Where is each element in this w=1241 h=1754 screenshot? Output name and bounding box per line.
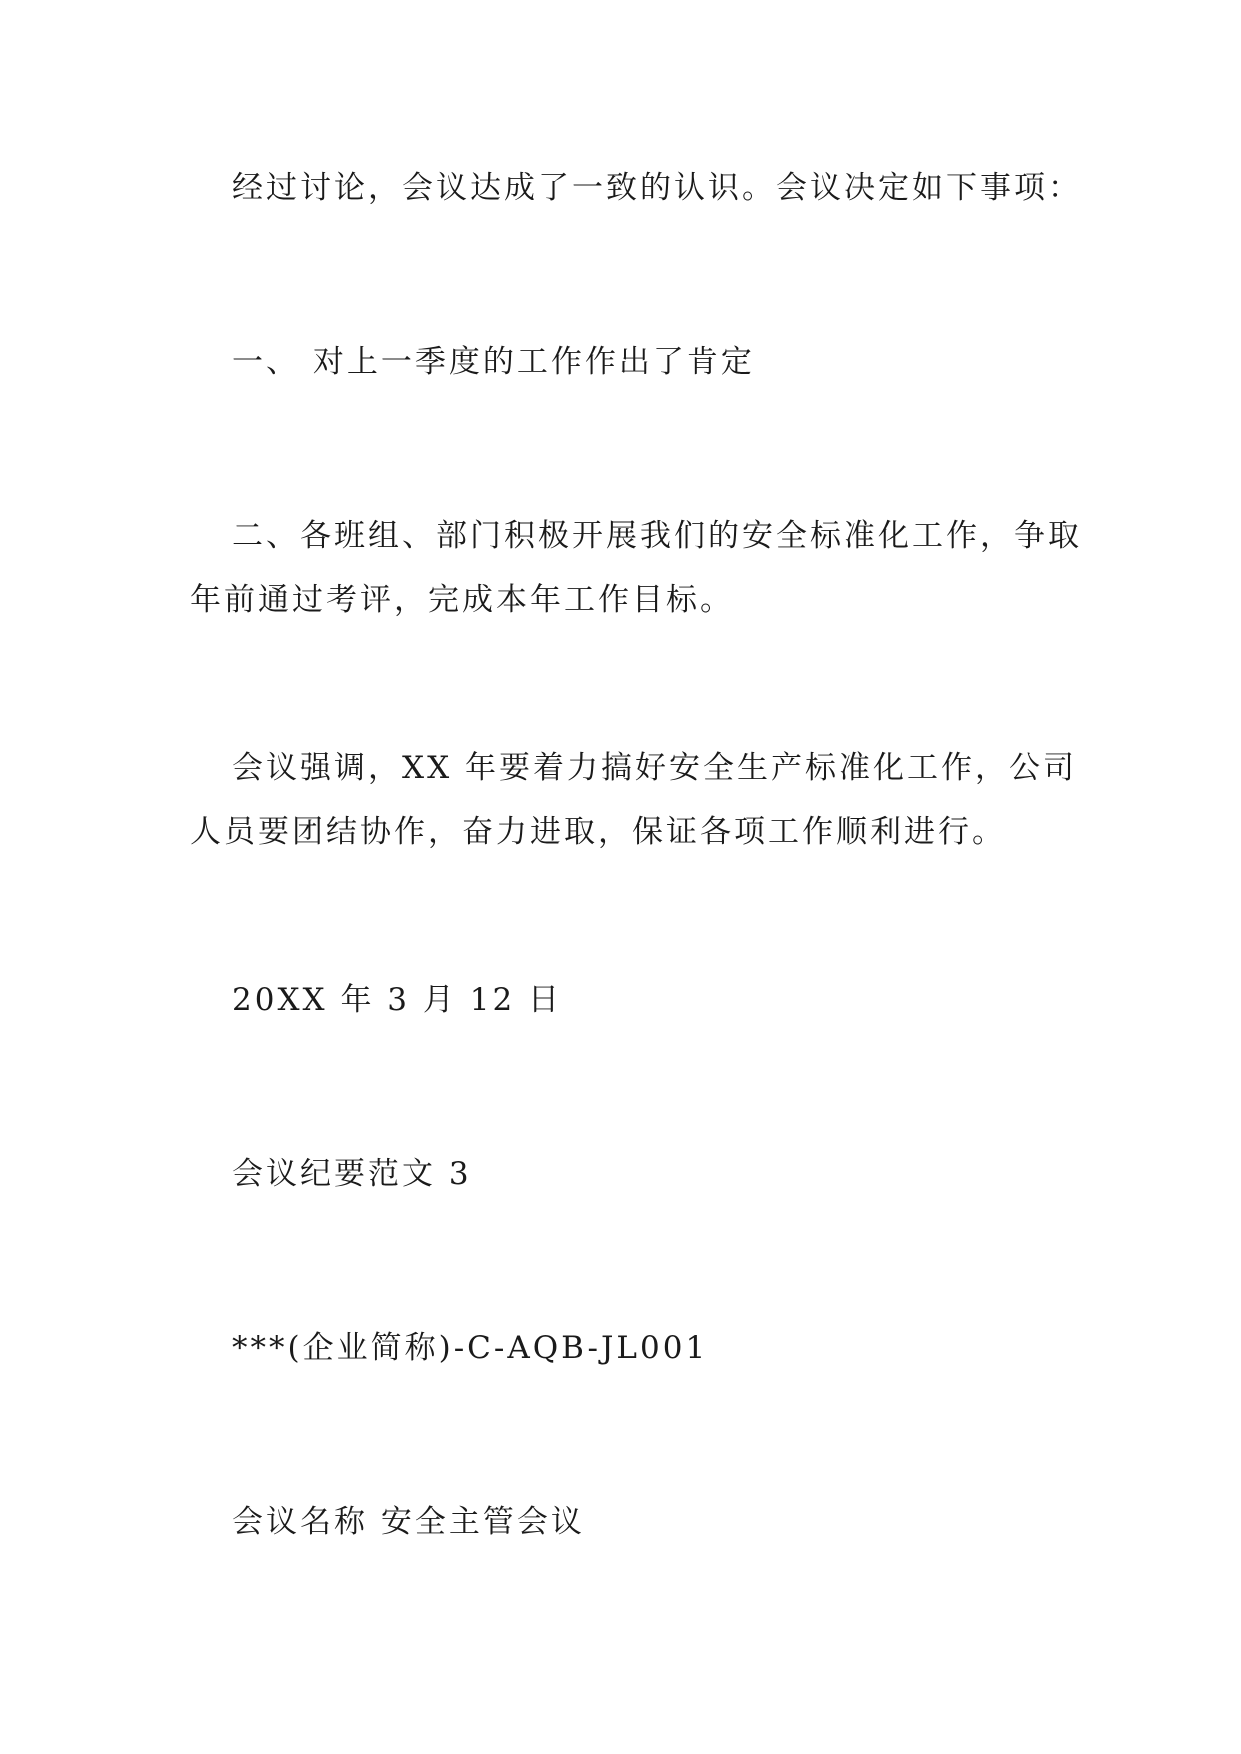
paragraph-decision-intro: 经过讨论，会议达成了一致的认识。会议决定如下事项： — [232, 170, 1082, 206]
paragraph-item-one: 一、 对上一季度的工作作出了肯定 — [232, 344, 755, 380]
paragraph-emphasis-line1: 会议强调，XX 年要着力搞好安全生产标准化工作，公司 — [232, 750, 1077, 786]
paragraph-emphasis-line2: 人员要团结协作，奋力进取，保证各项工作顺利进行。 — [190, 814, 1006, 850]
paragraph-item-two-line2: 年前通过考评，完成本年工作目标。 — [190, 582, 734, 618]
document-date: 20XX 年 3 月 12 日 — [232, 982, 563, 1018]
document-code: ***(企业简称)-C-AQB-JL001 — [232, 1330, 709, 1366]
section-title: 会议纪要范文 3 — [232, 1156, 472, 1192]
meeting-name: 会议名称 安全主管会议 — [232, 1504, 585, 1540]
paragraph-item-two-line1: 二、各班组、部门积极开展我们的安全标准化工作，争取 — [232, 518, 1082, 554]
